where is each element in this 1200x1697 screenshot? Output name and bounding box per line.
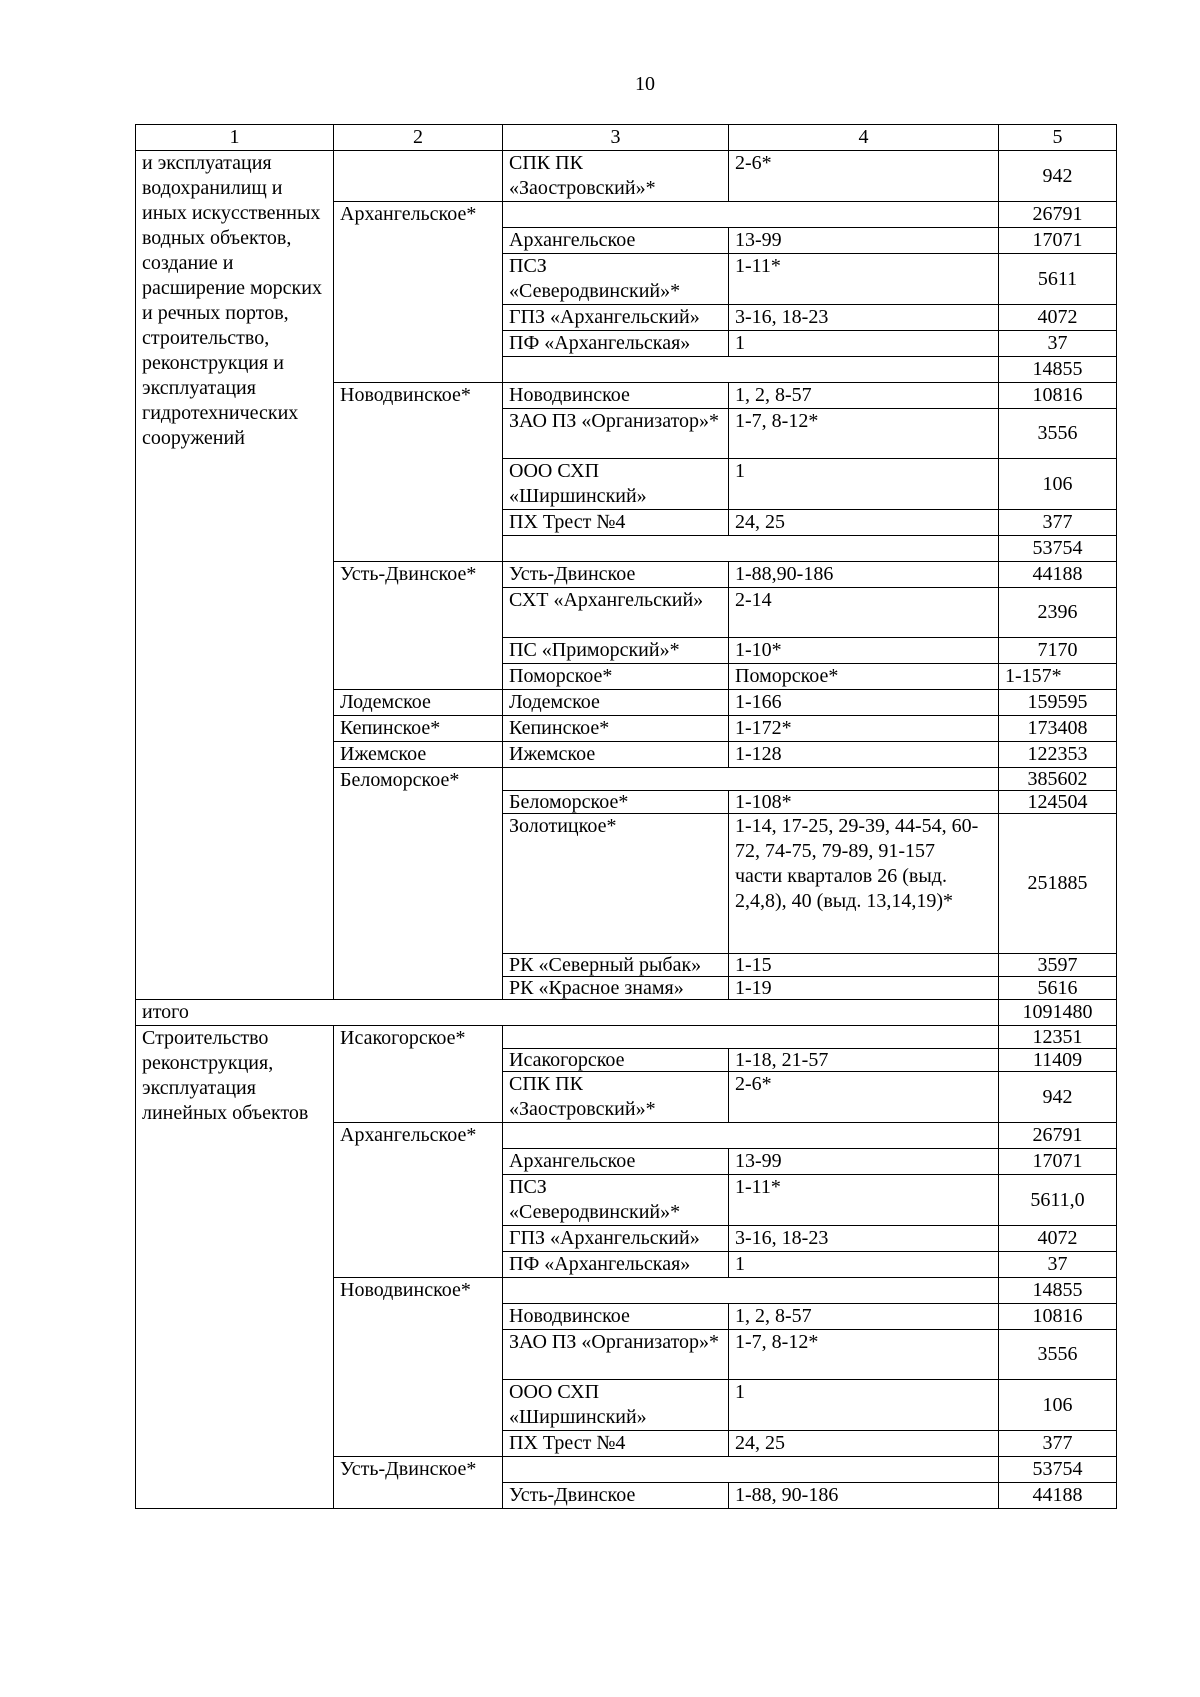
table-row	[136, 151, 1117, 202]
table-header-row	[136, 125, 1117, 151]
area-cell: 53754	[999, 1457, 1117, 1483]
district-cell: СПК ПК «Заостровский»*	[503, 1072, 729, 1123]
district-cell: Лодемское	[503, 690, 729, 716]
quarters-text: 1-14, 17-25, 29-39, 44-54, 60-72, 74-75, 79-89, 91-157 части кварталов 26 (выд. 2,4,8), 40 (выд. 13,14,19)*	[735, 815, 979, 912]
forestry-cell: Лодемское	[334, 690, 503, 716]
district-cell: Беломорское*	[503, 791, 729, 814]
quarters-cell: 1	[729, 459, 999, 510]
forestry-cell: Кепинское*	[334, 716, 503, 742]
empty-cell	[503, 768, 999, 791]
forestry-cell: Ижемское	[334, 742, 503, 768]
quarters-cell: 1, 2, 8-57	[729, 383, 999, 409]
area-cell: 12351	[999, 1026, 1117, 1049]
area-cell: 3556	[999, 1330, 1117, 1380]
area-cell: 44188	[999, 562, 1117, 588]
district-cell: Усть-Двинское	[503, 1483, 729, 1509]
quarters-cell: 1-7, 8-12*	[729, 409, 999, 459]
purpose-cell: и эксплуатация водохранилищ и иных искусственных водных объектов, создание и расширение морских и речных портов, строительство, реконструкция и эксплуатация гидротехнических сооружений	[136, 151, 334, 1000]
quarters-cell: 1-108*	[729, 791, 999, 814]
page-number: 10	[635, 73, 655, 95]
area-cell: 251885	[999, 814, 1117, 954]
area-cell: 377	[999, 510, 1117, 536]
area-cell: 14855	[999, 357, 1117, 383]
district-cell: ООО СХП «Ширшинский»	[503, 1380, 729, 1431]
district-cell: Усть-Двинское	[503, 562, 729, 588]
district-cell: ЗАО ПЗ «Организатор»*	[503, 409, 729, 459]
district-cell: ПС «Приморский»*	[503, 638, 729, 664]
area-cell: 3556	[999, 409, 1117, 459]
area-cell: 17071	[999, 1149, 1117, 1175]
empty-cell	[503, 202, 999, 228]
forestry-cell: Усть-Двинское*	[334, 562, 503, 690]
quarters-cell: 3-16, 18-23	[729, 1226, 999, 1252]
column-header: 1	[136, 125, 334, 151]
quarters-cell: 2-6*	[729, 151, 999, 202]
quarters-cell: 1-7, 8-12*	[729, 1330, 999, 1380]
quarters-cell: 1-18, 21-57	[729, 1049, 999, 1072]
area-cell: 159595	[999, 690, 1117, 716]
quarters-cell: 1, 2, 8-57	[729, 1304, 999, 1330]
district-cell: РК «Северный рыбак»	[503, 954, 729, 977]
district-cell: ПХ Трест №4	[503, 510, 729, 536]
quarters-cell: 1-172*	[729, 716, 999, 742]
quarters-cell: 2-6*	[729, 1072, 999, 1123]
quarters-cell: 24, 25	[729, 1431, 999, 1457]
forestry-cell: Новодвинское*	[334, 1278, 503, 1457]
district-cell: ООО СХП «Ширшинский»	[503, 459, 729, 510]
forestry-cell: Исакогорское*	[334, 1026, 503, 1123]
quarters-cell: 2-14	[729, 588, 999, 638]
quarters-cell: 24, 25	[729, 510, 999, 536]
forestry-cell: Беломорское*	[334, 768, 503, 1000]
area-cell: 5616	[999, 977, 1117, 1000]
quarters-cell: 1	[729, 1252, 999, 1278]
quarters-cell: 1	[729, 331, 999, 357]
area-cell: 37	[999, 1252, 1117, 1278]
empty-cell	[503, 1123, 999, 1149]
forest-district-table	[135, 124, 1117, 1509]
area-cell: 122353	[999, 742, 1117, 768]
quarters-cell: 1-10*	[729, 638, 999, 664]
area-cell: 942	[999, 151, 1117, 202]
quarters-cell: 1-128	[729, 742, 999, 768]
district-cell: Кепинское*	[503, 716, 729, 742]
forestry-cell: Усть-Двинское*	[334, 1457, 503, 1509]
area-cell: 26791	[999, 1123, 1117, 1149]
area-cell: 4072	[999, 305, 1117, 331]
area-cell: 26791	[999, 202, 1117, 228]
area-cell: 377	[999, 1431, 1117, 1457]
district-cell: Новодвинское	[503, 383, 729, 409]
quarters-cell: 1-11*	[729, 254, 999, 305]
area-cell: 106	[999, 1380, 1117, 1431]
purpose-cell: Строительство реконструкция, эксплуатация линейных объектов	[136, 1026, 334, 1509]
area-cell: 124504	[999, 791, 1117, 814]
area-cell: 37	[999, 331, 1117, 357]
area-cell: 53754	[999, 536, 1117, 562]
quarters-cell: 1-19	[729, 977, 999, 1000]
empty-cell	[503, 1026, 999, 1049]
district-cell: Ижемское	[503, 742, 729, 768]
area-cell: 10816	[999, 383, 1117, 409]
district-cell: ПСЗ «Северодвинский»*	[503, 1175, 729, 1226]
forestry-cell: Архангельское*	[334, 202, 503, 383]
quarters-cell: 1-11*	[729, 1175, 999, 1226]
column-header: 2	[334, 125, 503, 151]
area-cell: 11409	[999, 1049, 1117, 1072]
quarters-cell	[729, 814, 999, 954]
area-cell: 942	[999, 1072, 1117, 1123]
area-cell: 44188	[999, 1483, 1117, 1509]
area-cell: 17071	[999, 228, 1117, 254]
district-cell: СХТ «Архангельский»	[503, 588, 729, 638]
quarters-cell: 1	[729, 1380, 999, 1431]
area-cell: 5611,0	[999, 1175, 1117, 1226]
empty-cell	[503, 357, 999, 383]
area-cell: 106	[999, 459, 1117, 510]
district-cell: ГПЗ «Архангельский»	[503, 305, 729, 331]
area-cell: 7170	[999, 638, 1117, 664]
empty-cell	[503, 536, 999, 562]
district-cell: ПФ «Архангельская»	[503, 331, 729, 357]
district-cell: ПФ «Архангельская»	[503, 1252, 729, 1278]
area-cell: 173408	[999, 716, 1117, 742]
forestry-cell: Архангельское*	[334, 1123, 503, 1278]
quarters-cell: 3-16, 18-23	[729, 305, 999, 331]
district-cell: РК «Красное знамя»	[503, 977, 729, 1000]
district-cell: Исакогорское	[503, 1049, 729, 1072]
district-cell: ГПЗ «Архангельский»	[503, 1226, 729, 1252]
forestry-cell: Поморское*	[503, 664, 729, 690]
total-value: 1091480	[999, 1000, 1117, 1026]
quarters-cell: 1-88,90-186	[729, 562, 999, 588]
empty-cell	[503, 1278, 999, 1304]
table-row	[136, 1026, 1117, 1049]
area-cell: 14855	[999, 1278, 1117, 1304]
column-header: 5	[999, 125, 1117, 151]
quarters-cell: 1-157*	[999, 664, 1117, 690]
district-cell: ПСЗ «Северодвинский»*	[503, 254, 729, 305]
area-cell: 2396	[999, 588, 1117, 638]
district-cell: Золотицкое*	[503, 814, 729, 954]
district-cell: ПХ Трест №4	[503, 1431, 729, 1457]
column-header: 3	[503, 125, 729, 151]
quarters-cell: 1-166	[729, 690, 999, 716]
area-cell: 3597	[999, 954, 1117, 977]
forestry-cell: Новодвинское*	[334, 383, 503, 562]
forestry-cell	[334, 151, 503, 202]
quarters-cell: 1-88, 90-186	[729, 1483, 999, 1509]
district-cell: Поморское*	[729, 664, 999, 690]
district-cell: Архангельское	[503, 1149, 729, 1175]
quarters-cell: 13-99	[729, 1149, 999, 1175]
district-cell: ЗАО ПЗ «Организатор»*	[503, 1330, 729, 1380]
column-header: 4	[729, 125, 999, 151]
total-label: итого	[136, 1000, 999, 1026]
area-cell: 10816	[999, 1304, 1117, 1330]
area-cell: 4072	[999, 1226, 1117, 1252]
district-cell: Архангельское	[503, 228, 729, 254]
total-row	[136, 1000, 1117, 1026]
empty-cell	[503, 1457, 999, 1483]
district-cell: СПК ПК «Заостровский»*	[503, 151, 729, 202]
quarters-cell: 1-15	[729, 954, 999, 977]
area-cell: 385602	[999, 768, 1117, 791]
area-cell: 5611	[999, 254, 1117, 305]
quarters-cell: 13-99	[729, 228, 999, 254]
district-cell: Новодвинское	[503, 1304, 729, 1330]
